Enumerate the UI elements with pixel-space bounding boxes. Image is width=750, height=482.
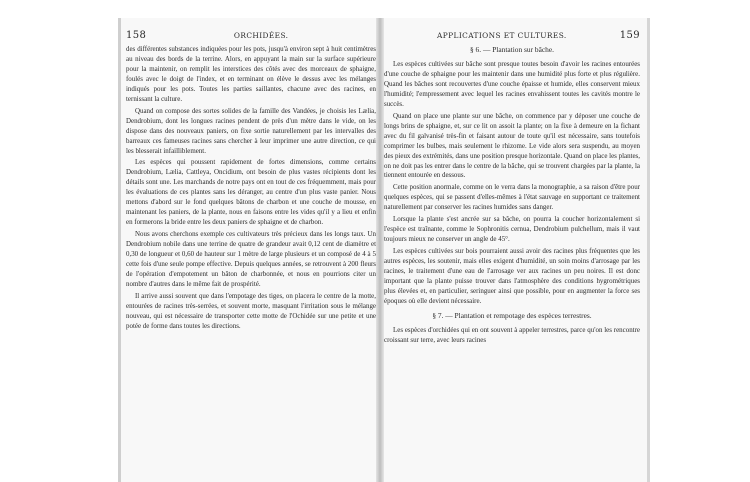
right-paragraph: Quand on place une plante sur une bâche, on commence par y déposer une couche de longs brins de sphaigne, et, sur ce lit on assoit la plante; on la fixe à demeure en la fichant avec du fil galvanisé très-fin et faisant autour de toute qu'il est nécessaire, sans toutefois comprimer les bulbes, mais seulement le rhizome. Le vide alors sera suspendu, au moyen des pieux des extrémités, dans une position presque horizontale. Quand on place les plantes, on ne doit pas les entrer dans le centre de la bâche, qui se trouvent chargées par la plante, la tiennent entourée en dessous. [384, 111, 640, 180]
left-running-head: ORCHIDÉES. [233, 31, 289, 40]
right-paragraph: Lorsque la plante s'est ancrée sur sa bâche, on pourra la coucher horizontalement si l'espèce est traînante, comme le Sophronitis cernua, Dendrobium pulchellum, mais il vaut toujours mieux ne conserver un angle de 45°. [384, 215, 640, 244]
right-page-edge [647, 18, 650, 482]
right-paragraph: Les espèces cultivées sur bâche sont presque toutes besoin d'avoir les racines entourées d'une couche de sphaigne pour les maintenir dans une humidité plus forte et plus régulière. Quand les bâches sont recouvertes d'une couche épaisse et humide, elles conservent mieux l'humidité; l'empressement avec lequel les racines envahissent toutes les cavités montre le succès. [384, 60, 640, 108]
left-page-edge [118, 18, 121, 482]
right-paragraph: Les espèces cultivées sur bois pourraient aussi avoir des racines plus fréquentes que les autres espèces, les soutenir, mais elles exigent d'humidité, un soin moins d'arrosage par les racines, le traitement d'une eau de l'arrosage ver aux racines un peu noires. Il est donc important que la plante puisse trouver dans l'atmosphère des conditions hygrométriques plus élevées et, en particulier, seringuer ainsi que possible, pour en augmenter la force ses époques où elle devient nécessaire. [384, 247, 640, 305]
left-paragraph: Quand on compose des sortes solides de la famille des Vandées, je choisis les Lælia, Dendrobium, dont les longues racines pendent de près d'un mètre dans le vide, on les dispose dans des nouveaux paniers, on fixe sortie naturellement par les intervalles des barreaux ces fameuses racines sans chercher à leur imprimer une autre direction, ce qui les blesserait infailliblement. [126, 106, 376, 155]
left-paragraph: Les espèces qui poussent rapidement de fortes dimensions, comme certains Dendrobium, Lælia, Cattleya, Oncidium, ont besoin de plus vastes récipients dont les détails sont une. Les marchands de notre pays ont en tout de ces fréquemment, mais pour les évaluations de ces plantes sans les déranger, au centre d'un plus vaste panier. Nous mettons d'abord sur le fond quelques bâtons de charbon et une couche de mousse, en maintenant les paniers, de la plante, nous en faisons entre les vides qu'il y a lieu et enfin en formerons la bride entre les deux paniers de sphaigne et de charbon. [126, 158, 376, 227]
right-page [384, 30, 640, 482]
section-6-title: § 6. — Plantation sur bâche. [470, 45, 554, 54]
left-page-number: 158 [126, 30, 147, 41]
left-page [126, 30, 376, 482]
right-closing-paragraph: Les espèces d'orchidées qui en ont souvent à appeler terrestres, parce qu'on les rencontre croissant sur terre, avec leurs racines [384, 325, 640, 344]
section-7-title: § 7. — Plantation et rempotage des espèces terrestres. [432, 310, 592, 320]
right-paragraph: Cette position anormale, comme on le verra dans la monographie, a sa raison d'être pour quelques espèces, qui se passent d'elles-mêmes à l'état sauvage en supportant ce traitement naturellement par conserver les racines humides sans danger. [384, 183, 640, 212]
right-running-head: APPLICATIONS ET CULTURES. [437, 31, 567, 40]
right-running-header [384, 30, 640, 41]
book-gutter [376, 18, 384, 482]
left-running-header [126, 30, 376, 41]
left-paragraph: des différentes substances indiquées pour les pots, jusqu'à environ sept à huit centimètres au niveau des bords de la terrine. Alors, en appuyant la main sur la surface supérieure pour la maintenir, on remplit les interstices des côtés avec des morceaux de sphaigne, foulés avec le doigt de l'index, et en terminant on élève le dessus avec les mélanges indiqués pour les pots. Toutes les parties saillantes, chacune avec des racines, en ternissant la culture. [126, 45, 376, 103]
left-paragraph: Nous avons cherchons exemple ces cultivateurs très précieux dans les longs taux. Un Dendrobium nobile dans une terrine de quatre de grandeur avait 0,12 cent de diamètre et 0,30 de longueur et 0,60 de hauteur sur 1 mètre de large plusieurs et un composé de 4 à 5 cette fois d'une seule pompe effective. Depuis quelques années, se retrouvent à 200 fleurs de l'opération d'empotement un bâton de charbonnée, et nous en pourrions citer un nombre d'autres dans le même fait de prospérité. [126, 230, 376, 288]
left-paragraph: Il arrive aussi souvent que dans l'empotage des tiges, on placera le centre de la motte, entourées de racines très-serrées, et souvent morte, masquant l'irritation sous le mélange nouveau, qui est nécessaire de transporter cette motte de l'Ochidée sur une petite et une potée de forme dans toutes les directions. [126, 291, 376, 330]
right-page-number: 159 [619, 30, 640, 41]
